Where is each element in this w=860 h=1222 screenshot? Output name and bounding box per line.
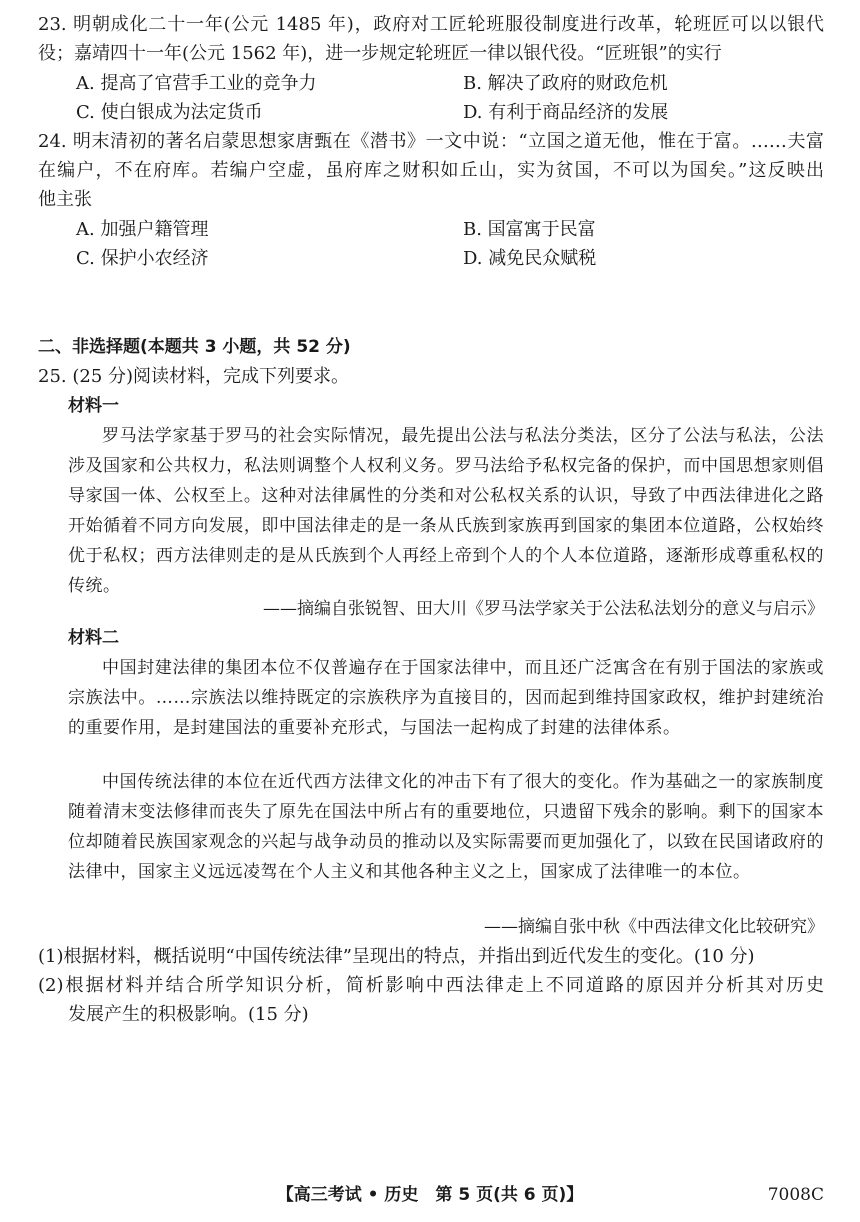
q24-stem-line1: 24. 明末清初的著名启蒙思想家唐甄在《潜书》一文中说：“立国之道无他，惟在于富。……夫富 [38,131,824,152]
material2-para1: 中国封建法律的集团本位不仅普遍存在于国家法律中，而且还广泛寓含在有别于国法的家族或宗族法中。……宗族法以维持既定的宗族秩序为直接目的，因而起到维持国家政权，维护封建统治的重要作用，是封建国法的重要补充形式，与国法一起构成了封建的法律体系。 [68,658,824,738]
q24-stem-line2: 在编户，不在府库。若编户空虚，虽府库之财积如丘山，实为贫国，不可以为国矣。”这反映出 [38,160,824,181]
material2-source: ——摘编自张中秋《中西法律文化比较研究》 [484,917,824,937]
q25-sub2-line1: (2)根据材料并结合所学知识分析，简析影响中西法律走上不同道路的原因并分析其对历史 [38,975,824,996]
material2-label: 材料二 [68,628,119,648]
section2-heading: 二、非选择题(本题共 3 小题，共 52 分) [38,337,351,357]
material1-source: ——摘编自张锐智、田大川《罗马法学家关于公法私法划分的意义与启示》 [263,599,824,619]
footer-exam-code: 7008C [767,1185,824,1205]
q24-stem-line3: 他主张 [38,189,92,210]
material1-text: 罗马法学家基于罗马的社会实际情况，最先提出公法与私法分类法，区分了公法与私法，公法涉及国家和公共权力，私法则调整个人权利义务。罗马法给予私权完备的保护，而中国思想家则倡导家国一体、公权至上。这种对法律属性的分类和对公私权关系的认识，导致了中西法律进化之路开始循着不同方向发展，即中国法律走的是一条从氏族到家族再到国家的集团本位道路，公权始终优于私权；西方法律则走的是从氏族到个人再经上帝到个人的个人本位道路，逐渐形成尊重私权的传统。 [68,426,824,596]
q25-sub2-line2: 发展产生的积极影响。(15 分) [68,1004,309,1025]
q23-stem-line1: 23. 明朝成化二十一年(公元 1485 年)，政府对工匠轮班服役制度进行改革，轮班匠可以以银代 [38,14,824,35]
q23-option-d: D. 有利于商品经济的发展 [463,102,669,123]
material1-label: 材料一 [68,396,119,416]
q23-option-b: B. 解决了政府的财政危机 [463,73,668,94]
q24-option-d: D. 减免民众赋税 [463,248,597,269]
q23-option-a: A. 提高了官营手工业的竞争力 [76,73,317,94]
q24-option-b: B. 国富寓于民富 [463,219,596,240]
footer-page-info: 【高三考试 • 历史 第 5 页(共 6 页)】 [276,1185,584,1205]
q24-option-c: C. 保护小农经济 [76,248,209,269]
q23-option-c: C. 使白银成为法定货币 [76,102,263,123]
q25-sub1: (1)根据材料，概括说明“中国传统法律”呈现出的特点，并指出到近代发生的变化。(10 分) [38,946,755,967]
q23-stem-line2: 役；嘉靖四十一年(公元 1562 年)，进一步规定轮班匠一律以银代役。“匠班银”的实行 [38,43,722,64]
q24-option-a: A. 加强户籍管理 [76,219,209,240]
material2-para2: 中国传统法律的本位在近代西方法律文化的冲击下有了很大的变化。作为基础之一的家族制度随着清末变法修律而丧失了原先在国法中所占有的重要地位，只遗留下残余的影响。剩下的国家本位却随着民族国家观念的兴起与战争动员的推动以及实际需要而更加强化了，以致在民国诸政府的法律中，国家主义远远凌驾在个人主义和其他各种主义之上，国家成了法律唯一的本位。 [68,772,824,882]
q25-stem: 25. (25 分)阅读材料，完成下列要求。 [38,366,350,387]
